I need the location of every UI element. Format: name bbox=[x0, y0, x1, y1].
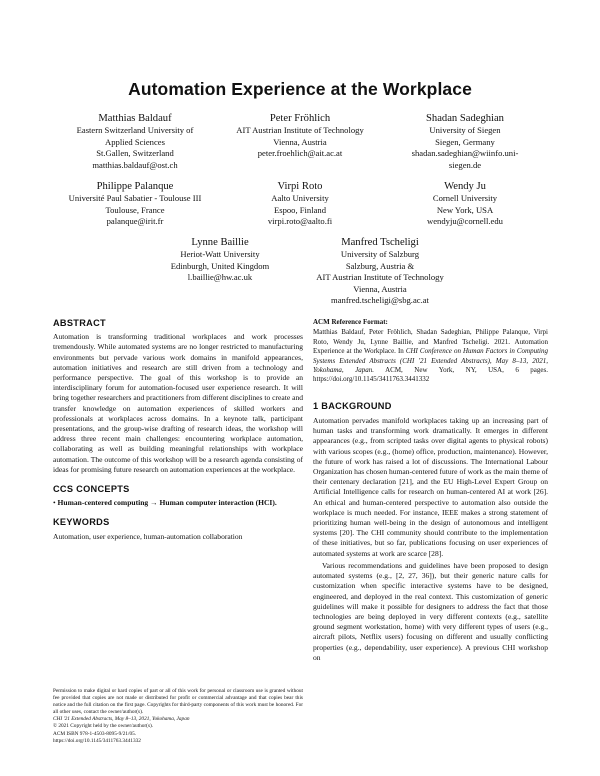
background-paragraph: Various recommendations and guidelines have been proposed to design automated systems (e.g., [2, 27, 36]), but their generic nature calls for customization when specific interactive systems have to be designed, engineered, and deployed in the real context. This customization of generic guidelines will make it possible for designers to address the fact that those technologies are being deployed in very different contexts (e.g., satellite ground segment workstation, home) with very different types of users (e.g., aircraft pilots, Netflix users) focusing on different and usually conflicting properties (e.g., dependability, user experience). A previous CHI workshop on bbox=[313, 560, 548, 662]
author-name: Wendy Ju bbox=[444, 181, 486, 192]
left-column bbox=[53, 318, 303, 542]
author-email: l.baillie@hw.ac.uk bbox=[187, 272, 253, 283]
author-name: Shadan Sadeghian bbox=[426, 113, 504, 124]
author-affiliation: Edinburgh, United Kingdom bbox=[170, 260, 270, 271]
author-name: Lynne Baillie bbox=[191, 237, 249, 248]
author-name: Peter Fröhlich bbox=[269, 113, 331, 124]
venue-text: CHI '21 Extended Abstracts, May 8–13, 2021, Yokohama, Japan bbox=[53, 716, 190, 723]
author-name: Philippe Palanque bbox=[96, 181, 174, 192]
acm-reference-tail: ACM, New York, NY, USA, 6 pages. https://doi.org/10.1145/3411763.3441332 bbox=[313, 366, 548, 384]
ccs-concept: Human-centered computing → Human computer interaction (HCI). bbox=[57, 498, 277, 508]
author-email: siegen.de bbox=[448, 159, 482, 170]
author-name: Manfred Tscheligi bbox=[341, 237, 419, 248]
ccs-heading: CCS CONCEPTS bbox=[53, 484, 130, 495]
author-affiliation: Salzburg, Austria & bbox=[345, 260, 415, 271]
author-name: Matthias Baldauf bbox=[98, 113, 172, 124]
author-affiliation: Heriot-Watt University bbox=[180, 249, 260, 259]
acm-reference-proceedings: CHI Conference on Human Factors in Computing Systems Extended Abstracts (CHI '21 Extended Abstracts), May 8–13, 2021, Yokohama, Japan. bbox=[313, 347, 548, 375]
abstract-heading: ABSTRACT bbox=[53, 318, 106, 328]
doi-link[interactable]: https://doi.org/10.1145/3411763.3441332 bbox=[53, 737, 141, 744]
isbn-text: ACM ISBN 978-1-4503-8095-9/21/05. bbox=[53, 730, 137, 737]
ccs-bullet: • bbox=[53, 498, 56, 508]
author-affiliation: University of Siegen bbox=[429, 125, 501, 135]
author-affiliation: Espoo, Finland bbox=[273, 204, 327, 215]
author-email: virpi.roto@aalto.fi bbox=[267, 216, 333, 227]
author-affiliation: Siegen, Germany bbox=[435, 136, 495, 147]
author-affiliation: Vienna, Austria bbox=[273, 136, 327, 147]
keywords-heading: KEYWORDS bbox=[53, 517, 110, 528]
permission-text: Permission to make digital or hard copies of part or all of this work for personal or classroom use is granted without fee provided that copies are not made or distributed for profit or commercial advantage and that copies bear this notice and the full citation on the first page. Copyrights for third-party components of this work must be honored. For all other uses, contact the owner/author(s). bbox=[53, 688, 303, 716]
acm-reference-block bbox=[313, 318, 548, 385]
background-paragraph: Automation pervades manifold workplaces taking up an increasing part of human tasks and transforming work dramatically. It emerges in different appearances (e.g., from scripted tasks over digital agents to physical robots) with various scopes (e.g., (home) office, production, maintenance). However, the future of work has raised a lot of discussions. The International Labour Organization has chosen human-centered future of work as the main theme of their centenary declaration [21], and the EU High-Level Expert Group on Artificial Intelligence calls for research on human-centered AI at work [26]. An ethical and human-centered perspective to automation also outside the workplace is much needed. For instance, IEEE makes a strong statement of prioritizing human well-being in the design of autonomous and intelligent systems [20]. The CHI community should contribute to the implementation of these initiatives, but so far, publications focusing on user experiences of automated systems at work are scarce [28]. bbox=[313, 416, 548, 558]
keywords-text: Automation, user experience, human-automation collaboration bbox=[53, 531, 243, 541]
author-email: shadan.sadeghian@wiinfo.uni- bbox=[411, 148, 519, 159]
author-block bbox=[55, 112, 215, 171]
author-affiliation: AIT Austrian Institute of Technology bbox=[236, 125, 364, 135]
permission-block bbox=[53, 688, 303, 745]
copyright-text: © 2021 Copyright held by the owner/author(s). bbox=[53, 723, 154, 730]
paper-title: Automation Experience at the Workplace bbox=[128, 79, 472, 99]
abstract-text: Automation is transforming traditional workplaces and work processes tremendously. While automated systems are no longer restricted to manufacturing environments but pervade various work domains in manifold appearances, automation initiatives and research are still driven from a technology and performance perspective. The goal of this workshop is to provide an interdisciplinary forum for automation-focused user experience research. It will bring together researchers and practitioners from different disciplines to create and transfer knowledge on automation experiences of skilled workers and professionals at workplaces across domains. In a keynote talk, participant presentations, and the group-wise drafting of research ideas, the workshop will address three recent main challenges: encountering workplace automation, collaborating as well as building meaningful relationships with workplace automation. The outcome of this workshop will be a research agenda consisting of ideas for promising future research on automation experiences at the workplace. bbox=[53, 332, 303, 474]
author-affiliation: New York, USA bbox=[436, 204, 494, 215]
author-affiliation: Applied Sciences bbox=[105, 136, 165, 147]
author-email: peter.froehlich@ait.ac.at bbox=[257, 148, 343, 159]
author-affiliation: Aalto University bbox=[271, 193, 329, 203]
right-column bbox=[313, 318, 548, 663]
author-affiliation: Toulouse, France bbox=[105, 204, 165, 215]
author-block bbox=[220, 180, 380, 228]
author-email: wendyju@cornell.edu bbox=[427, 216, 503, 227]
author-email: matthias.baldauf@ost.ch bbox=[92, 159, 178, 170]
author-affiliation: St.Gallen, Switzerland bbox=[96, 148, 174, 159]
author-block bbox=[55, 180, 215, 228]
author-affiliation: University of Salzburg bbox=[340, 249, 420, 259]
author-affiliation: Vienna, Austria bbox=[353, 283, 407, 294]
author-affiliation: Cornell University bbox=[432, 193, 498, 203]
author-block bbox=[385, 180, 545, 228]
author-block bbox=[300, 236, 460, 307]
background-heading: 1 BACKGROUND bbox=[313, 400, 392, 411]
acm-reference-text bbox=[313, 328, 548, 384]
author-email: manfred.tscheligi@sbg.ac.at bbox=[331, 295, 429, 306]
author-affiliation: Eastern Switzerland University of bbox=[76, 125, 194, 135]
author-name: Virpi Roto bbox=[277, 181, 323, 192]
author-email: palanque@irit.fr bbox=[106, 216, 164, 227]
author-block bbox=[220, 112, 380, 160]
acm-reference-heading: ACM Reference Format: bbox=[313, 318, 388, 326]
author-block bbox=[140, 236, 300, 284]
ccs-text bbox=[53, 498, 303, 508]
acm-reference-authors: Matthias Baldauf, Peter Fröhlich, Shadan Sadeghian, Philippe Palanque, Virpi Roto, Wendy Ju, Lynne Baillie, and Manfred Tscheligi. 2021. Automation Experience at the Workplace. In bbox=[313, 328, 548, 356]
author-affiliation: AIT Austrian Institute of Technology bbox=[316, 272, 444, 283]
author-block bbox=[385, 112, 545, 171]
author-affiliation: Université Paul Sabatier - Toulouse III bbox=[68, 193, 202, 203]
